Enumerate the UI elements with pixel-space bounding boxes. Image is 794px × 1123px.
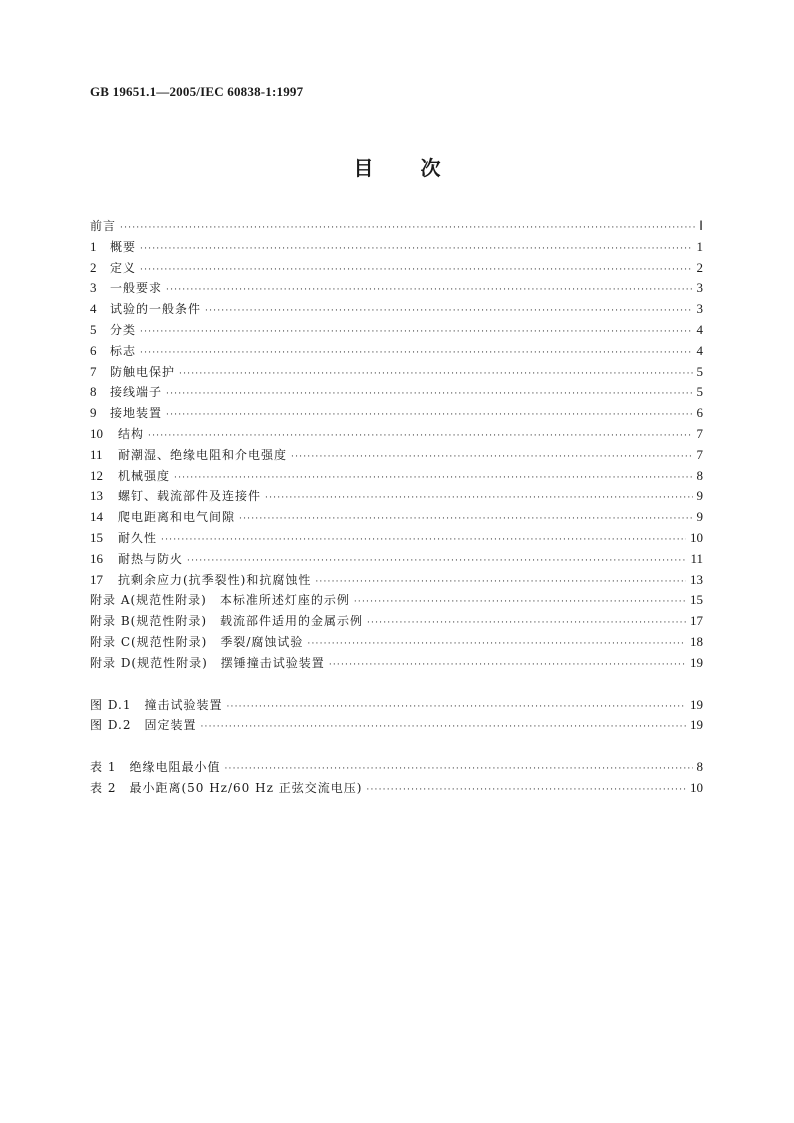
toc-entry-number: 5 [90,322,97,337]
toc-dot-leader [224,759,692,779]
toc-entry[interactable] [90,653,703,673]
toc-entry[interactable] [90,362,703,382]
toc-dot-leader [329,655,686,675]
toc-entry[interactable] [90,507,703,527]
toc-entry-label: 结构 [118,427,145,441]
toc-entry[interactable] [90,486,703,506]
toc-entry-page: 9 [696,509,703,525]
toc-entry-page: 13 [690,571,703,587]
toc-entry-label: 分类 [110,323,137,337]
toc-entry[interactable] [90,570,703,590]
toc-entry-page: 18 [690,634,703,649]
toc-dot-leader [166,405,692,425]
toc-dot-leader [307,634,686,654]
toc-entry-label: 机械强度 [118,468,171,483]
toc-entry[interactable] [90,695,703,715]
toc-entry[interactable] [90,237,703,257]
toc-entry[interactable] [90,382,703,402]
toc-dot-leader [174,468,692,488]
toc-entry[interactable] [90,278,703,298]
toc-entry-number: 2 [90,259,97,275]
toc-entry-page: 10 [690,780,703,795]
toc-entry[interactable] [90,216,703,236]
toc-entry-page: 5 [696,384,703,400]
toc-dot-leader [187,551,686,571]
toc-entry[interactable] [90,715,703,735]
toc-entry-number: 15 [90,530,103,545]
toc-entry-number: 10 [90,426,103,441]
toc-entry-label: 概要 [110,239,137,254]
toc-entry[interactable] [90,341,703,361]
toc-dot-leader [140,343,692,363]
toc-entry-page: 5 [696,363,703,379]
toc-entry-page: 2 [696,259,703,275]
toc-dot-leader [179,364,692,384]
toc-entry-label: 图 D.1 撞击试验装置 [90,697,223,712]
toc-entry-label: 耐热与防火 [118,551,184,566]
toc-entry[interactable] [90,632,703,652]
toc-entry-page: 10 [690,530,703,545]
toc-entry[interactable] [90,403,703,423]
toc-entry-number: 16 [90,550,103,566]
toc-entry-number: 6 [90,342,97,358]
toc-entry-label: 标志 [110,343,137,358]
toc-entry[interactable] [90,299,703,319]
toc-entry-page: 11 [690,550,703,566]
toc-entry-label: 定义 [110,260,137,275]
toc-entry-label: 耐潮湿、绝缘电阻和介电强度 [118,447,288,462]
toc-entry-page: 9 [696,488,703,504]
toc-entry-label: 接线端子 [110,385,163,400]
toc-entry-label: 表 1 绝缘电阻最小值 [90,760,221,775]
toc-entry-label: 防触电保护 [110,364,176,379]
toc-entry-number: 13 [90,488,103,504]
toc-entry-label: 前言 [90,219,117,233]
toc-dot-leader [166,280,692,300]
toc-entry-page: 1 [696,238,703,254]
toc-dot-leader [140,239,692,259]
toc-entry[interactable] [90,757,703,777]
toc-entry[interactable] [90,320,703,340]
toc-entry-number: 14 [90,509,103,525]
toc-entry-label: 附录 A(规范性附录) 本标准所述灯座的示例 [90,593,350,608]
toc-entry[interactable] [90,424,703,444]
toc-entry-label: 爬电距离和电气间隙 [118,510,236,525]
toc-dot-leader [226,697,686,717]
toc-dot-leader [140,322,692,342]
toc-dot-leader [166,384,692,404]
toc-entry-label: 抗剩余应力(抗季裂性)和抗腐蚀性 [118,572,312,587]
toc-entry-page: 19 [690,717,703,733]
toc-entry-label: 耐久性 [118,531,158,545]
toc-entry-page: 17 [690,613,703,629]
toc-entry-page: 19 [690,654,703,670]
toc-entry-number: 9 [90,405,97,421]
toc-dot-leader [265,488,692,508]
toc-entry-label: 接地装置 [110,406,163,421]
toc-entry-number: 3 [90,280,97,296]
toc-dot-leader [354,592,686,612]
toc-dot-leader [205,301,692,321]
toc-title: 目 次 [353,156,441,180]
toc-entry-label: 一般要求 [110,281,163,296]
toc-entry-page: 4 [696,322,703,337]
toc-entry[interactable] [90,778,703,798]
toc-dot-leader [366,780,686,800]
toc-entry-number: 1 [90,238,97,254]
toc-entry-page: 6 [696,405,703,421]
toc-entry-page: 8 [696,759,703,775]
toc-entry[interactable] [90,466,703,486]
toc-entry-label: 表 2 最小距离(50 Hz/60 Hz 正弦交流电压) [90,781,363,795]
toc-entry-label: 螺钉、载流部件及连接件 [118,489,262,504]
toc-entry-page: 8 [696,467,703,483]
toc-entry[interactable] [90,445,703,465]
toc-entry-page: 7 [696,426,703,441]
toc-entry[interactable] [90,258,703,278]
toc-entry-number: 8 [90,384,97,400]
toc-dot-leader [200,717,686,737]
toc-entry-label: 附录 C(规范性附录) 季裂/腐蚀试验 [90,635,304,649]
standard-code-header: GB 19651.1—2005/IEC 60838-1:1997 [90,84,304,99]
toc-entry-page: 15 [690,592,703,608]
toc-dot-leader [315,572,686,592]
toc-entry-page: 19 [690,696,703,712]
toc-entry-label: 试验的一般条件 [110,302,202,317]
toc-entry-page: 4 [696,342,703,358]
toc-dot-leader [120,218,695,238]
toc-dot-leader [367,613,686,633]
toc-entry[interactable] [90,590,703,610]
toc-entry-label: 图 D.2 固定装置 [90,718,197,733]
toc-entry-page: 3 [696,280,703,296]
toc-entry-label: 附录 D(规范性附录) 摆锤撞击试验装置 [90,655,325,670]
toc-dot-leader [291,447,692,467]
toc-entry[interactable] [90,611,703,631]
toc-entry-number: 11 [90,446,103,462]
toc-dot-leader [161,530,686,550]
toc-entry-page: Ⅰ [699,218,703,233]
toc-entry[interactable] [90,549,703,569]
toc-entry-page: 7 [696,446,703,462]
toc-dot-leader [239,509,692,529]
toc-entry-number: 12 [90,467,103,483]
toc-dot-leader [140,260,692,280]
toc-entry-number: 17 [90,571,103,587]
toc-entry[interactable] [90,528,703,548]
toc-entry-number: 4 [90,301,97,317]
toc-entry-label: 附录 B(规范性附录) 载流部件适用的金属示例 [90,614,363,629]
toc-entry-page: 3 [696,301,703,317]
toc-dot-leader [148,426,692,446]
toc-entry-number: 7 [90,363,97,379]
